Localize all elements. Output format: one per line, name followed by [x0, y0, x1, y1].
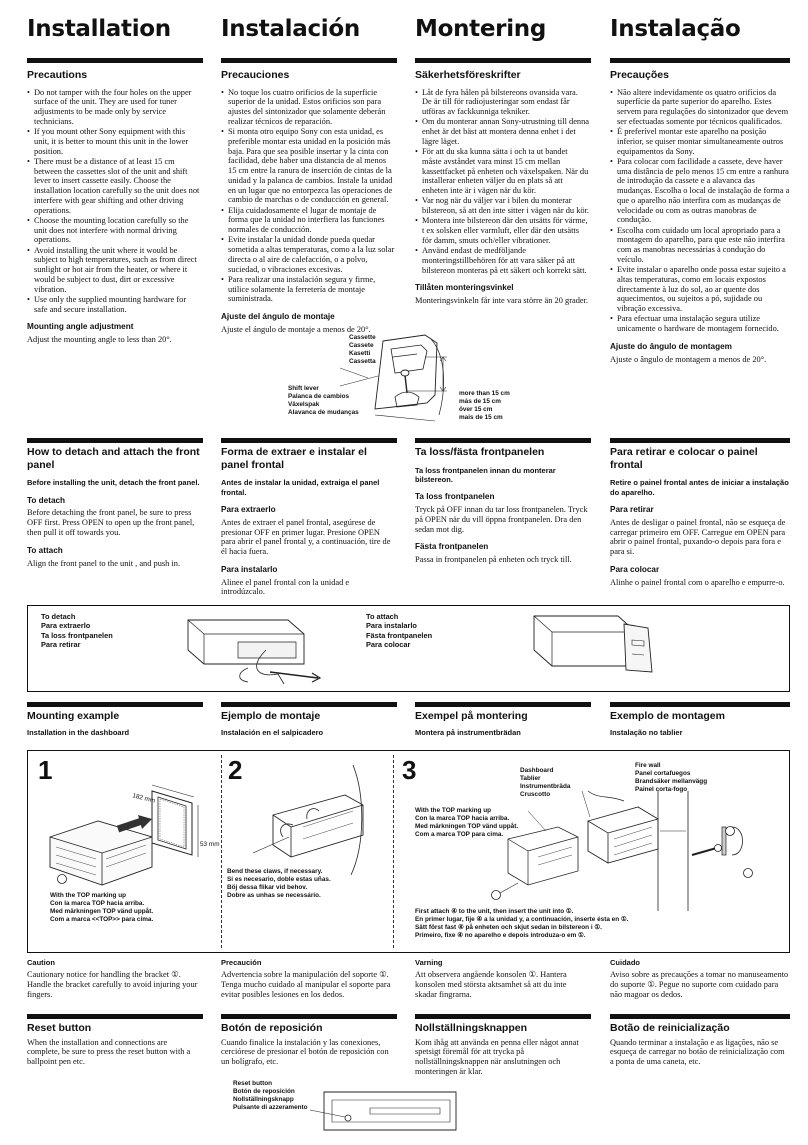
list-item: • Evite instalar la unidad donde pueda quedar sometida a altas temperaturas, como a la luz solar directa o al aire de calefacción, o a polvo, suciedad, o vibraciones excesivas.: [221, 235, 395, 274]
list-item: • Para realizar una instalación segura y firme, utilice solamente la ferretería de montaje suministrada.: [221, 275, 395, 304]
step-divider: [393, 755, 394, 948]
list-item: • Avoid installing the unit where it would be subject to high temperatures, such as from direct sunlight or hot air from the heater, or where it would be subject to dust, dirt or excessive vibration.: [27, 246, 201, 295]
claws-drawing: [233, 765, 385, 875]
precautions-en: [27, 69, 201, 345]
list-item: • No toque los cuatro orificios de la superficie superior de la unidad. Estos orificios son para ajustes del sintonizador que solamente deberán realizar técnicos de reparación.: [221, 88, 395, 127]
detach-labels: To detach Para extraerlo Ta loss frontpanelen Para retirar: [41, 612, 113, 649]
paragraph: Before detaching the front panel, be sure to press OFF first. Press OPEN to open up the front panel, then pull it off towards you.: [27, 508, 195, 537]
paragraph: Alinhe o painel frontal com o aparelho e empurre-o.: [610, 577, 785, 587]
section-heading: Precauciones: [221, 69, 290, 81]
car-console-drawing: [365, 335, 460, 430]
subheading: Ta loss frontpanelen: [415, 492, 495, 502]
reset-pt: [610, 1022, 790, 1067]
distance-labels: more than 15 cm más de 15 cm över 15 cm mais de 15 cm: [459, 390, 510, 421]
lead-text: Instalación en el salpicadero: [221, 727, 324, 737]
list-item: • Montera inte bilstereon där den utsätts för värme, t ex solsken eller varmluft, eller där den utsätts för damm, smuts och/eller vibrationer.: [415, 216, 589, 245]
reset-sv: [415, 1022, 589, 1077]
detach-drawing: [178, 612, 328, 684]
attach-drawing: [522, 610, 672, 684]
paragraph: Att observera angående konsolen ①. Hantera konsolen med största aktsamhet så att du inte skadar fingrarna.: [415, 970, 567, 999]
section-rule: [27, 438, 203, 443]
front-panel-en: [27, 446, 201, 568]
list-item: • Use only the supplied mounting hardware for safe and secure installation.: [27, 295, 201, 315]
attach-labels: To attach Para instalarlo Fästa frontpanelen Para colocar: [366, 612, 433, 649]
pointer-lines: [340, 366, 370, 388]
step-number-1: 1: [38, 755, 53, 785]
claws-labels: Bend these claws, if necessary. Si es necesario, doble estas uñas. Böj dessa flikar vid behov. Dobre as unhas se necessário.: [227, 868, 331, 899]
paragraph: When the installation and connections are complete, be sure to press the reset button with a ballpoint pen etc.: [27, 1037, 191, 1067]
front-panel-pt: [610, 446, 790, 587]
step-number-3: 3: [402, 755, 417, 785]
list-item: • Do not tamper with the four holes on the upper surface of the unit. They are used for tuner adjustments to be made only by service technicians.: [27, 88, 201, 127]
section-heading: Precauções: [610, 69, 669, 81]
section-rule: [415, 1014, 591, 1019]
section-rule: [221, 438, 397, 443]
section-heading: Exemplo de montagem: [610, 710, 725, 722]
list-item: • Si monta otro equipo Sony con esta unidad, es preferible montar esta unidad en la posición más baja. Para que sea posible insertar y la cinta con facilidad, debe haber una distancia de al menos 15 cm entre la ranura de inserción de cintas de la unidad y la palanca de cambios. Instale la unidad en un lugar que no entorpezca las operaciones de cambio de marchas o de conducción en general.: [221, 127, 395, 205]
lead-text: Retire o painel frontal antes de iniciar a instalação do aparelho.: [610, 478, 789, 497]
subheading: To attach: [27, 545, 63, 555]
dimension-height: 53 mm: [200, 841, 220, 848]
caution-pt: [610, 958, 790, 1000]
precautions-pt: [610, 69, 790, 364]
list-item: • Não altere indevidamente os quatro orifícios da superfície da parte superior do aparelho. Estes servem para regulações do sintonizador que devem ser efectuadas somente por técnicos qualificados.: [610, 88, 790, 127]
detach-attach-figure: [27, 605, 790, 692]
paragraph: Alinee el panel frontal con la unidad e introdúzcalo.: [221, 577, 350, 597]
list-item: • There must be a distance of at least 15 cm between the cassettes slot of the unit and shift lever to insert cassette easily. Choose the installation location carefully so the unit does not interfere with gear shifting and other driving operations.: [27, 157, 201, 216]
list-item: • Escolha com cuidado um local apropriado para a montagem do aparelho, para que este não interfira com as manobras necessárias à condução do veículo.: [610, 226, 790, 265]
subheading: Cuidado: [610, 958, 640, 967]
subheading: Tillåten monteringsvinkel: [415, 283, 514, 293]
list-item: • Para colocar com facilidade a cassete, deve haver uma distância de pelo menos 15 cm entre a ranhura de introdução da cassete e a alavanca das mudanças. Escolha o local de instalação de forma a que o aparelho não interfira com as mudanças de velocidade ou com as outras manobras de condução.: [610, 157, 790, 225]
lead-text: Instalação no tablier: [610, 727, 683, 737]
section-rule: [610, 438, 790, 443]
paragraph: Antes de extraer el panel frontal, asegúrese de presionar OFF en primer lugar. Presione OPEN para abrir el panel frontal y, a continuación, tire de él hacia fuera.: [221, 517, 391, 557]
mounting-pt: [610, 710, 790, 737]
section-heading: Botón de reposición: [221, 1022, 323, 1034]
lead-text: Ta loss frontpanelen innan du monterar bilstereon.: [415, 465, 556, 484]
precautions-es: [221, 69, 395, 335]
page-title-sv: Montering: [415, 16, 547, 42]
section-rule: [415, 58, 591, 63]
section-heading: Precautions: [27, 69, 88, 81]
list-item: • Evite instalar o aparelho onde possa estar sujeito a altas temperaturas, como em locais expostos directamente à luz do sol, ao ar quente dos aquecimentos, ou sujeitos a pó, sujidade ou vibração excessiva.: [610, 265, 790, 314]
paragraph: Antes de desligar o painel frontal, não se esqueça de carregar primeiro em OFF. Carregue em OPEN para abrir o painel frontal, puxando-o depois para fora e para si.: [610, 517, 786, 557]
paragraph: Monteringsvinkeln får inte vara större än 20 grader.: [415, 296, 589, 306]
section-rule: [610, 1014, 790, 1019]
list-item: • Elija cuidadosamente el lugar de montaje de forma que la unidad no interfiera las funciones normales de conducción.: [221, 206, 395, 235]
caution-es: [221, 958, 395, 1000]
section-heading: Ta loss/fästa frontpanelen: [415, 446, 545, 458]
section-rule: [27, 1014, 203, 1019]
section-rule: [415, 438, 591, 443]
caution-sv: [415, 958, 589, 1000]
fire-wall-drawing: [428, 791, 778, 911]
list-item: • Choose the mounting location carefully so the unit does not interfere with normal driving operations.: [27, 216, 201, 245]
paragraph: Align the front panel to the unit , and push in.: [27, 558, 181, 568]
subheading: Fästa frontpanelen: [415, 542, 489, 552]
step-divider: [221, 755, 222, 948]
subheading: Mounting angle adjustment: [27, 322, 134, 332]
paragraph: Ajuste o ângulo de montagem a menos de 20°.: [610, 354, 767, 364]
step-number-2: 2: [228, 755, 243, 785]
section-heading: Para retirar e colocar o painel frontal: [610, 446, 758, 471]
dashboard-labels: Dashboard Tablier Instrumentbräda Cruscotto: [520, 767, 571, 798]
subheading: Para colocar: [610, 564, 660, 574]
subheading: Ajuste do ângulo de montagem: [610, 341, 732, 351]
page-title-es: Instalación: [221, 16, 360, 42]
list-item: • För att du ska kunna sätta i och ta ut bandet måste avståndet vara minst 15 cm mellan kassettfacket på enheten och växelspaken. När du installerar enheten väljer du en plats så att enheten inte är i vägen när du kör.: [415, 147, 589, 196]
subheading: Para extraerlo: [221, 504, 276, 514]
subheading: Varning: [415, 958, 443, 967]
shift-lever-labels: Shift lever Palanca de cambios Växelspak Alavanca de mudanças: [288, 385, 359, 416]
paragraph: Passa in frontpanelen på enheten och tryck till.: [415, 555, 572, 565]
section-rule: [221, 58, 397, 63]
mounting-es: [221, 710, 401, 737]
lead-text: Antes de instalar la unidad, extraiga el panel frontal.: [221, 478, 380, 497]
page-title-pt: Instalação: [610, 16, 741, 42]
paragraph: Advertencia sobre la manipulación del soporte ①. Tenga mucho cuidado al manipular el soporte para evitar posibles lesiones en los dedos.: [221, 970, 391, 999]
section-rule: [415, 702, 591, 707]
list-item: • Låt de fyra hålen på bilstereons ovansida vara. De är till för radiojusteringar som endast får utföras av fackkunniga tekniker.: [415, 88, 589, 117]
lead-text: Installation in the dashboard: [27, 727, 130, 737]
fire-wall-labels: Fire wall Panel cortafuegos Brandsäker mellanvägg Painel corta-fogo: [635, 762, 708, 793]
paragraph: Tryck på OFF innan du tar loss frontpanelen. Tryck på OPEN när du vill öppna frontpanelen. Dra den sedan mot dig.: [415, 505, 588, 534]
section-heading: Ejemplo de montaje: [221, 710, 321, 722]
cassette-labels: Cassette Cassete Kasetti Cassetta: [349, 334, 376, 365]
section-rule: [27, 702, 203, 707]
section-heading: Reset button: [27, 1022, 92, 1034]
top-marking-labels: With the TOP marking up Con la marca TOP hacia arriba. Med märkningen TOP vänd uppåt. Com a marca <<TOP>> para cima.: [50, 892, 154, 923]
reset-button-labels: Reset button Botón de reposición Nollställningsknapp Pulsante di azzeramento: [233, 1080, 308, 1111]
list-item: • If you mount other Sony equipment with this unit, it is better to mount this unit in the lower position.: [27, 127, 201, 156]
paragraph: Aviso sobre as precauções a tomar no manuseamento do suporte ①. Pegue no suporte com cuidado para não magoar os dedos.: [610, 970, 789, 999]
paragraph: Kom ihåg att använda en penna eller något annat spetsigt föremål för att trycka på nollställningsknappen när anslutningen och monteringen är klar.: [415, 1037, 579, 1076]
subheading: To detach: [27, 495, 66, 505]
dimension-width: 182 mm: [131, 792, 156, 805]
section-heading: Säkerhetsföreskrifter: [415, 69, 521, 81]
subheading: Para instalarlo: [221, 564, 278, 574]
reset-drawing: [310, 1086, 460, 1132]
section-heading: Forma de extraer e instalar el panel frontal: [221, 446, 367, 471]
list-item: • Para efectuar uma instalação segura utilize unicamente o hardware de montagem fornecido.: [610, 314, 790, 334]
list-item: • Om du monterar annan Sony-utrustning till denna enhet är det bäst att montera denna enhet i det lägre läget.: [415, 117, 589, 146]
paragraph: Ajuste el ángulo de montaje a menos de 20°.: [221, 324, 371, 334]
mounting-steps-figure: [27, 750, 790, 953]
subheading: Para retirar: [610, 504, 654, 514]
front-panel-es: [221, 446, 395, 597]
section-heading: Nollställningsknappen: [415, 1022, 528, 1034]
section-rule: [610, 702, 790, 707]
list-item: • Var nog när du väljer var i bilen du monterar bilstereon, så att den inte sitter i vägen när du kör.: [415, 196, 589, 216]
lead-text: Before installing the unit, detach the front panel.: [27, 478, 200, 488]
section-heading: Mounting example: [27, 710, 120, 722]
section-heading: Botão de reinicialização: [610, 1022, 730, 1034]
caution-en: [27, 958, 201, 1000]
list-item: • Använd endast de medföljande monteringstillbehören för att vara säker på att bilstereon monteras på ett säkert och korrekt sätt.: [415, 246, 589, 275]
section-heading: How to detach and attach the front panel: [27, 446, 200, 471]
section-rule: [27, 58, 203, 63]
subheading: Ajuste del ángulo de montaje: [221, 312, 335, 322]
section-rule: [610, 58, 790, 63]
paragraph: Quando terminar a instalação e as ligações, não se esqueça de carregar no botão de reinicialização com a ponta de uma caneta, etc.: [610, 1037, 785, 1067]
mounting-en: [27, 710, 207, 737]
reset-es: [221, 1022, 395, 1067]
step3-instruction: First attach ④ to the unit, then insert the unit into ①. En primer lugar, fije ④ a la unidad y, a continuación, inserte ésta en ①. Sätt först fast ④ på enheten och skjut sedan in bilstereon i ①. Primeiro, fixe ④ no aparelho e depois introduza-o em ①.: [415, 908, 629, 939]
sleeve-drawing: [42, 785, 212, 895]
paragraph: Adjust the mounting angle to less than 20°.: [27, 335, 172, 345]
paragraph: Cuando finalice la instalación y las conexiones, cerciórese de presionar el botón de reposición con un bolígrafo, etc.: [221, 1037, 389, 1067]
front-panel-sv: [415, 446, 589, 565]
reset-en: [27, 1022, 201, 1067]
precautions-sv: [415, 69, 589, 306]
paragraph: Cautionary notice for handling the bracket ①. Handle the bracket carefully to avoid injuring your fingers.: [27, 970, 198, 999]
section-rule: [221, 1014, 397, 1019]
list-item: • É preferível montar este aparelho na posição inferior, se quiser montar simultaneamente outros equipamentos da Sony.: [610, 127, 790, 156]
mounting-sv: [415, 710, 595, 737]
section-rule: [221, 702, 397, 707]
page-title-en: Installation: [27, 16, 171, 42]
lead-text: Montera på instrumentbrädan: [415, 727, 521, 737]
section-heading: Exempel på montering: [415, 710, 528, 722]
top-marking-labels-3: With the TOP marking up Con la marca TOP hacia arriba. Med märkningen TOP vänd uppåt. Com a marca TOP para cima.: [415, 807, 519, 838]
subheading: Caution: [27, 958, 55, 967]
subheading: Precaución: [221, 958, 262, 967]
